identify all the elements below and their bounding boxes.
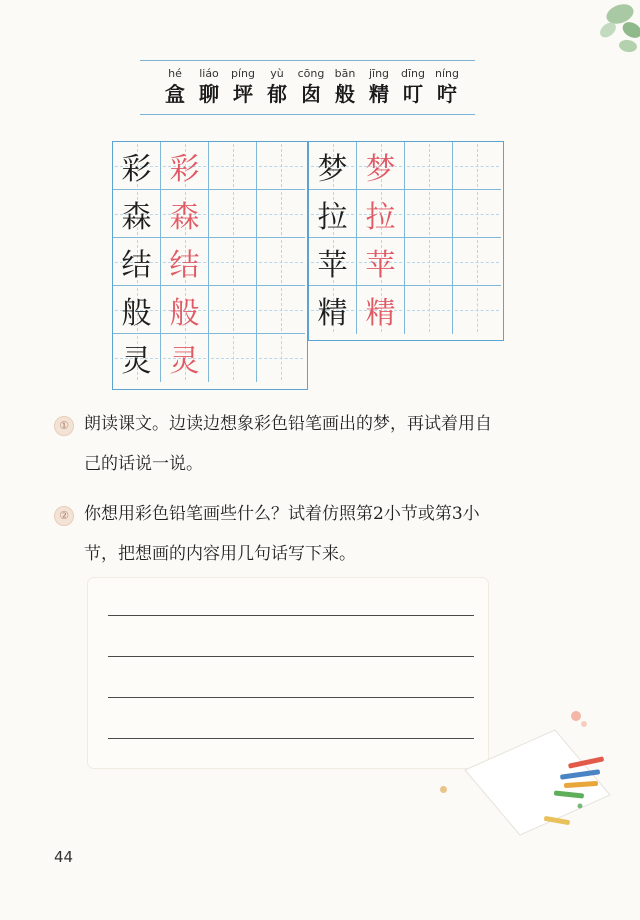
- grid-cells: [309, 142, 503, 334]
- model-character: 灵: [121, 344, 152, 379]
- trace-character-cell: [161, 190, 209, 238]
- hanzi: 郁: [267, 82, 287, 106]
- pinyin: bān: [334, 67, 356, 80]
- pinyin: liáo: [199, 67, 219, 80]
- vocab-word: [362, 66, 396, 106]
- trace-character-cell: [357, 190, 405, 238]
- trace-character-cell: [357, 286, 405, 334]
- pinyin: níng: [435, 67, 459, 80]
- instruction-line: 朗读课文。边读边想象彩色铅笔画出的梦，再试着用自: [84, 414, 492, 434]
- hanzi: 聊: [199, 82, 219, 106]
- model-character-cell: [309, 286, 357, 334]
- instruction-line: 你想用彩色铅笔画些什么？试着仿照第2小节或第3小: [84, 504, 480, 524]
- vocab-rule-bottom: [140, 114, 475, 115]
- trace-character-cell: [357, 142, 405, 190]
- pinyin: jīng: [368, 67, 390, 80]
- writing-line[interactable]: [108, 656, 474, 657]
- hanzi: 盒: [165, 82, 185, 106]
- practice-cell[interactable]: [257, 238, 305, 286]
- dot-decoration-icon: [440, 786, 447, 793]
- hanzi: 精: [369, 82, 389, 106]
- pinyin: hé: [168, 67, 182, 80]
- model-character: 森: [121, 199, 152, 235]
- model-character: 苹: [317, 247, 348, 283]
- practice-cell[interactable]: [257, 334, 305, 382]
- pinyin: píng: [231, 67, 255, 80]
- practice-cell[interactable]: [209, 286, 257, 334]
- vocab-header: [140, 60, 475, 117]
- pinyin: yù: [270, 67, 284, 80]
- writing-grid-right: [308, 141, 504, 341]
- trace-character: 灵: [169, 344, 200, 379]
- vocab-word: [396, 66, 430, 106]
- writing-line[interactable]: [108, 615, 474, 616]
- practice-cell[interactable]: [453, 238, 501, 286]
- trace-character: 精: [365, 296, 396, 331]
- trace-character-cell: [161, 238, 209, 286]
- practice-cell[interactable]: [405, 238, 453, 286]
- pinyin: dīng: [401, 67, 425, 80]
- model-character-cell: [309, 142, 357, 190]
- writing-area[interactable]: [88, 578, 488, 768]
- practice-cell[interactable]: [453, 286, 501, 334]
- writing-line[interactable]: [108, 738, 474, 739]
- model-character: 拉: [317, 199, 348, 235]
- vocab-word: [226, 66, 260, 106]
- instruction-line: 己的话说一说。: [84, 454, 203, 474]
- model-character: 结: [121, 247, 152, 283]
- trace-character: 森: [169, 199, 200, 235]
- writing-grid-left: [112, 141, 308, 390]
- model-character: 般: [121, 295, 152, 331]
- trace-character: 结: [169, 247, 200, 283]
- practice-cell[interactable]: [209, 190, 257, 238]
- number-badge-icon: ①: [54, 416, 74, 436]
- practice-cell[interactable]: [257, 286, 305, 334]
- hanzi: 囱: [301, 82, 321, 106]
- hanzi: 咛: [437, 82, 457, 106]
- model-character: 彩: [121, 151, 152, 187]
- practice-cell[interactable]: [453, 142, 501, 190]
- writing-line[interactable]: [108, 697, 474, 698]
- vocab-word: [430, 66, 464, 106]
- vocab-word: [192, 66, 226, 106]
- practice-cell[interactable]: [209, 334, 257, 382]
- trace-character: 般: [169, 295, 200, 331]
- vocab-word: [328, 66, 362, 106]
- practice-cell[interactable]: [257, 142, 305, 190]
- vocab-word: [294, 66, 328, 106]
- practice-cell[interactable]: [405, 190, 453, 238]
- trace-character-cell: [357, 238, 405, 286]
- trace-character-cell: [161, 334, 209, 382]
- trace-character: 梦: [365, 151, 396, 187]
- trace-character: 拉: [365, 199, 396, 235]
- pinyin: cōng: [297, 67, 325, 80]
- model-character-cell: [113, 334, 161, 382]
- trace-character-cell: [161, 142, 209, 190]
- model-character-cell: [113, 238, 161, 286]
- trace-character: 苹: [365, 247, 396, 283]
- vocab-word: [158, 66, 192, 106]
- hanzi: 坪: [233, 82, 253, 106]
- trace-character: 彩: [169, 151, 200, 187]
- hanzi: 般: [335, 82, 355, 106]
- trace-character-cell: [161, 286, 209, 334]
- practice-cell[interactable]: [405, 142, 453, 190]
- model-character-cell: [113, 190, 161, 238]
- grid-cells: [113, 142, 307, 382]
- model-character: 精: [317, 296, 348, 331]
- practice-cell[interactable]: [209, 142, 257, 190]
- practice-cell[interactable]: [453, 190, 501, 238]
- model-character-cell: [309, 190, 357, 238]
- model-character-cell: [309, 238, 357, 286]
- instruction-2: [54, 494, 594, 574]
- instruction-1: [54, 404, 594, 484]
- model-character-cell: [113, 286, 161, 334]
- hanzi: 叮: [403, 82, 423, 106]
- vocab-rule-top: [140, 60, 475, 61]
- model-character-cell: [113, 142, 161, 190]
- practice-cell[interactable]: [257, 190, 305, 238]
- leaf-decoration-icon: [580, 0, 640, 55]
- page-number: 44: [54, 848, 74, 866]
- vocab-row: [158, 66, 464, 106]
- instruction-line: 节，把想画的内容用几句话写下来。: [84, 544, 356, 564]
- number-badge-icon: ②: [54, 506, 74, 526]
- vocab-word: [260, 66, 294, 106]
- paper-crayons-decoration-icon: [460, 700, 635, 840]
- practice-cell[interactable]: [405, 286, 453, 334]
- model-character: 梦: [317, 151, 348, 187]
- practice-cell[interactable]: [209, 238, 257, 286]
